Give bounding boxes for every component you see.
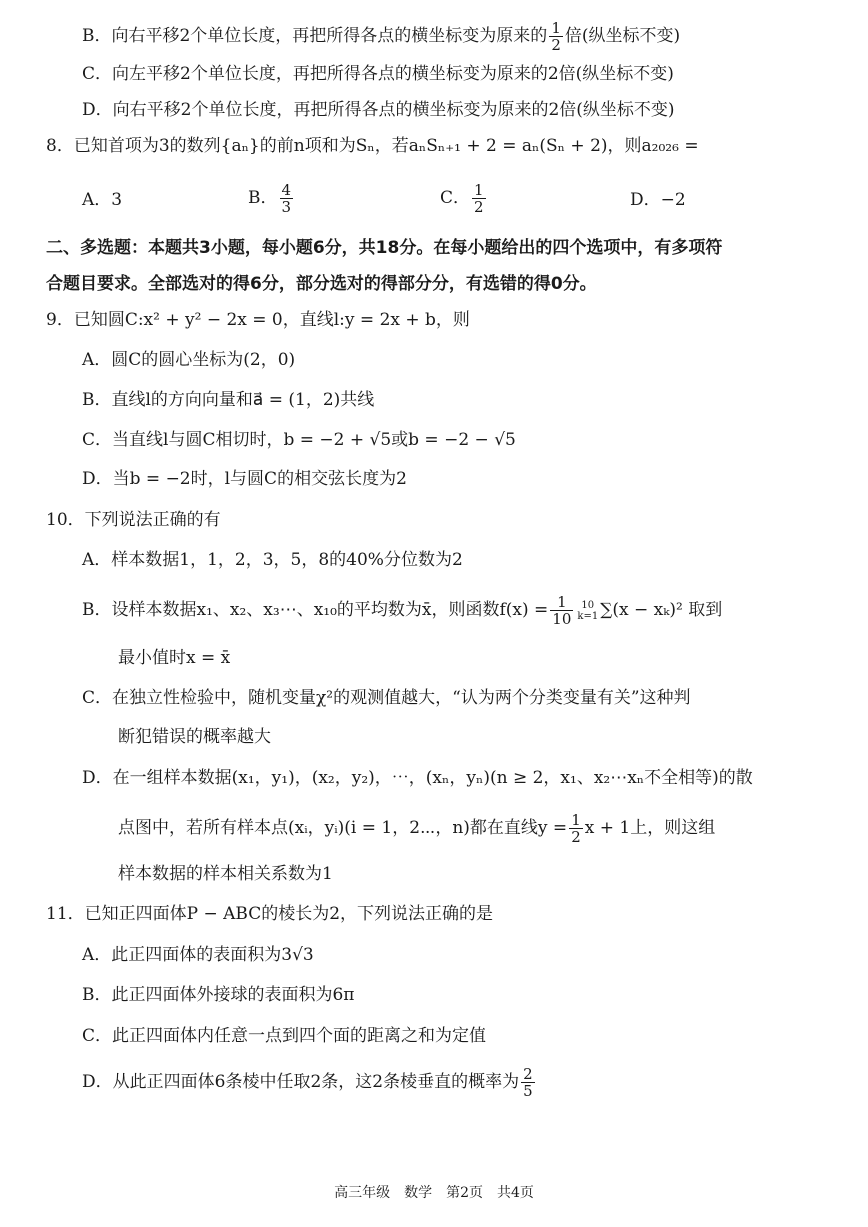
q11-stem: 11．已知正四面体P − ABC的棱长为2，下列说法正确的是 [46, 904, 494, 924]
q8-option-a: A．3 [82, 190, 123, 210]
q10-option-c-line2: 断犯错误的概率越大 [118, 727, 271, 747]
q11-option-d: D．从此正四面体6条棱中任取2条，这2条棱垂直的概率为 $\frac{2}{5}$ [82, 1065, 533, 1100]
q8-stem: 8．已知首项为3的数列{aₙ}的前n项和为Sₙ，若aₙSₙ₊₁ + 2 = aₙ(Sₙ + 2)，则a₂₀₂₆ = [46, 136, 699, 156]
q10-option-d-line2: 点图中，若所有样本点(xᵢ，yᵢ)(i = 1，2⋯，n)都在直线y = $\frac{1}{2}$ x + 1上，则这组 [118, 811, 716, 846]
q11-option-c: C．此正四面体内任意一点到四个面的距离之和为定值 [82, 1026, 487, 1046]
q9-option-b: B．直线l的方向向量和a⃗ = (1，2)共线 [82, 390, 375, 410]
q7-option-b: B．向右平移2个单位长度，再把所得各点的横坐标变为原来的 $\frac{1}{2}$ 倍(纵坐标不变) [82, 19, 681, 54]
q10-option-c-line1: C．在独立性检验中，随机变量χ²的观测值越大，“认为两个分类变量有关”这种判 [82, 688, 691, 708]
q9-option-d: D．当b = −2时，l与圆C的相交弦长度为2 [82, 469, 407, 489]
summation-limits: 10 k=1 [577, 599, 599, 622]
q7-option-c: C．向左平移2个单位长度，再把所得各点的横坐标变为原来的2倍(纵坐标不变) [82, 64, 674, 84]
q10-option-d-line3: 样本数据的样本相关系数为1 [118, 864, 333, 884]
section-heading-line2: 合题目要求。全部选对的得6分，部分选对的得部分分，有选错的得0分。 [46, 274, 597, 294]
q8-option-d: D．−2 [630, 190, 686, 210]
q9-option-a: A．圆C的圆心坐标为(2，0) [82, 350, 296, 370]
q10-option-d-line1: D．在一组样本数据(x₁，y₁)，(x₂，y₂)，⋯，(xₙ，yₙ)(n ≥ 2，x₁、x₂⋯xₙ不全相等)的散 [82, 768, 753, 788]
q9-stem: 9．已知圆C:x² + y² − 2x = 0，直线l:y = 2x + b，则 [46, 310, 470, 330]
q11-option-a: A．此正四面体的表面积为3√3 [82, 945, 314, 965]
q8-option-b: B． $\frac{4}{3}$ [248, 181, 292, 216]
q10-stem: 10．下列说法正确的有 [46, 510, 221, 530]
q10-option-a: A．样本数据1，1，2，3，5，8的40%分位数为2 [82, 550, 463, 570]
page-footer: 高三年级 数学 第2页 共4页 [334, 1185, 534, 1201]
section-heading-line1: 二、多选题：本题共3小题，每小题6分，共18分。在每小题给出的四个选项中，有多项符 [46, 238, 723, 258]
q9-option-c: C．当直线l与圆C相切时，b = −2 + √5或b = −2 − √5 [82, 430, 516, 450]
q10-option-b-line2: 最小值时x = x̄ [118, 648, 231, 668]
q11-option-b: B．此正四面体外接球的表面积为6π [82, 985, 355, 1005]
q7-option-d: D．向右平移2个单位长度，再把所得各点的横坐标变为原来的2倍(纵坐标不变) [82, 100, 675, 120]
q10-option-b-line1: B．设样本数据x₁、x₂、x₃⋯、x₁₀的平均数为x̄，则函数f(x) = $\frac{1}{10}$ 10 k=1 ∑(x − xₖ)² 取到 [82, 593, 723, 628]
fraction: $\frac{1}{2}$ [551, 19, 561, 54]
q8-option-c: C． $\frac{1}{2}$ [440, 181, 484, 216]
